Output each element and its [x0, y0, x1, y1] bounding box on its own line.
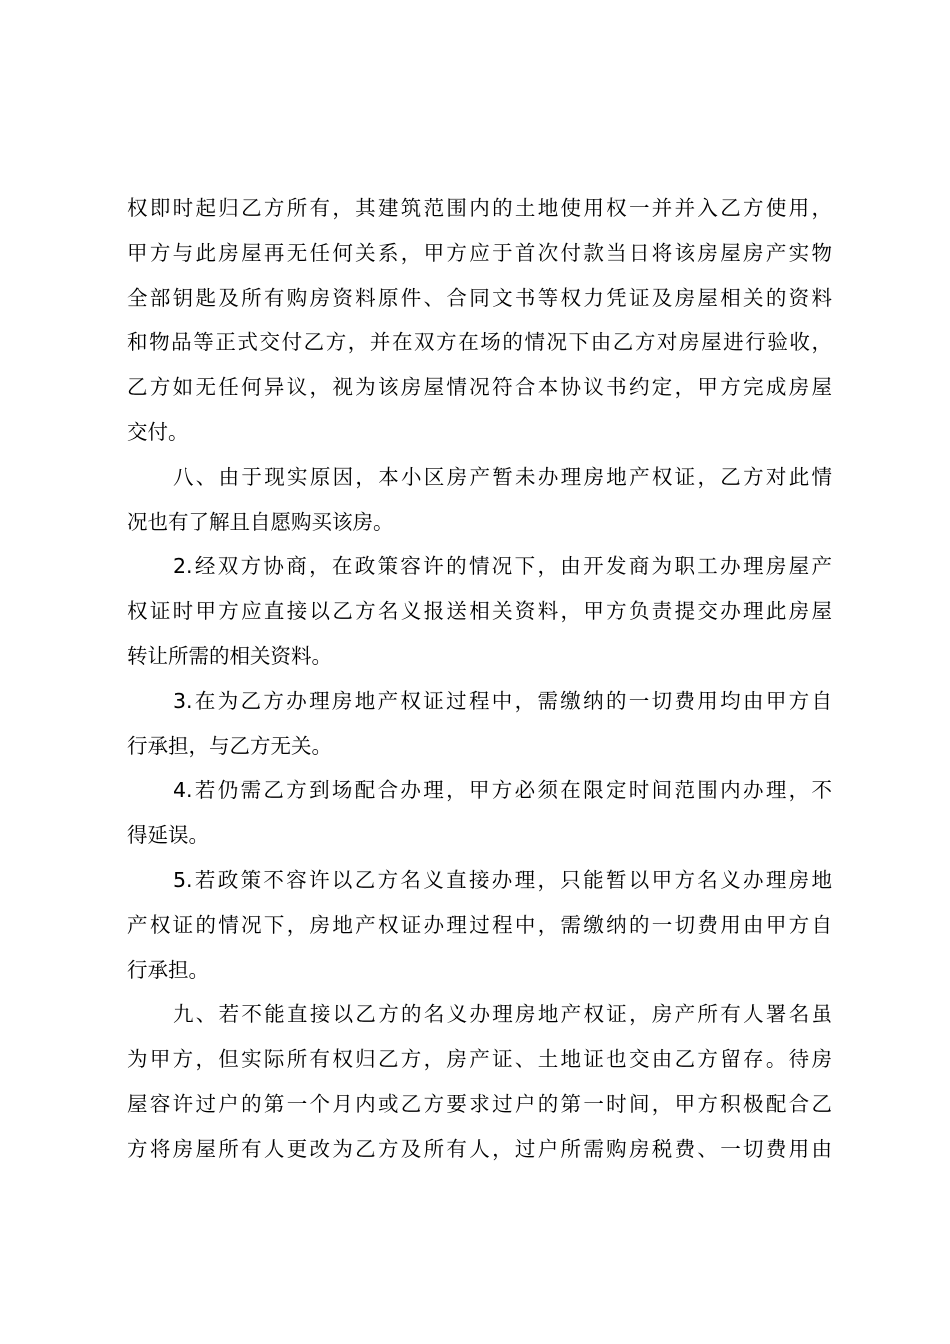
- text-line: 行承担。: [127, 957, 209, 982]
- clause-8-item-4-line: 4.若仍需乙方到场配合办理，甲方必须在限定时间范围内办理，不: [173, 778, 832, 803]
- clause-8-heading-line: 八、由于现实原因，本小区房产暂未办理房地产权证，乙方对此情: [173, 464, 832, 489]
- text-line: 产权证的情况下，房地产权证办理过程中，需缴纳的一切费用由甲方自: [127, 912, 832, 937]
- text-line: 况也有了解且自愿购买该房。: [127, 509, 394, 534]
- text-line: 权证时甲方应直接以乙方名义报送相关资料，甲方负责提交办理此房屋: [127, 599, 832, 624]
- text-line: 为甲方，但实际所有权归乙方，房产证、土地证也交由乙方留存。待房: [127, 1047, 832, 1072]
- text-line: 方将房屋所有人更改为乙方及所有人，过户所需购房税费、一切费用由: [127, 1136, 832, 1161]
- text-line: 乙方如无任何异议，视为该房屋情况符合本协议书约定，甲方完成房屋: [127, 375, 832, 400]
- text-line: 全部钥匙及所有购房资料原件、合同文书等权力凭证及房屋相关的资料: [127, 285, 832, 310]
- clause-8-item-5-line: 5.若政策不容许以乙方名义直接办理，只能暂以甲方名义办理房地: [173, 867, 832, 892]
- clause-9-heading-line: 九、若不能直接以乙方的名义办理房地产权证，房产所有人署名虽: [173, 1002, 832, 1027]
- text-line: 屋容许过户的第一个月内或乙方要求过户的第一时间，甲方积极配合乙: [127, 1091, 832, 1116]
- text-line: 行承担，与乙方无关。: [127, 733, 332, 758]
- clause-8-item-2-line: 2.经双方协商，在政策容许的情况下，由开发商为职工办理房屋产: [173, 554, 832, 579]
- text-line: 交付。: [127, 419, 189, 444]
- text-line: 甲方与此房屋再无任何关系，甲方应于首次付款当日将该房屋房产实物: [127, 240, 832, 265]
- clause-8-item-3-line: 3.在为乙方办理房地产权证过程中，需缴纳的一切费用均由甲方自: [173, 688, 832, 713]
- text-line: 和物品等正式交付乙方，并在双方在场的情况下由乙方对房屋进行验收，: [127, 330, 832, 355]
- text-line: 得延误。: [127, 823, 209, 848]
- text-line: 权即时起归乙方所有，其建筑范围内的土地使用权一并并入乙方使用，: [127, 196, 832, 220]
- text-line: 转让所需的相关资料。: [127, 643, 332, 668]
- document-body: [127, 186, 832, 1172]
